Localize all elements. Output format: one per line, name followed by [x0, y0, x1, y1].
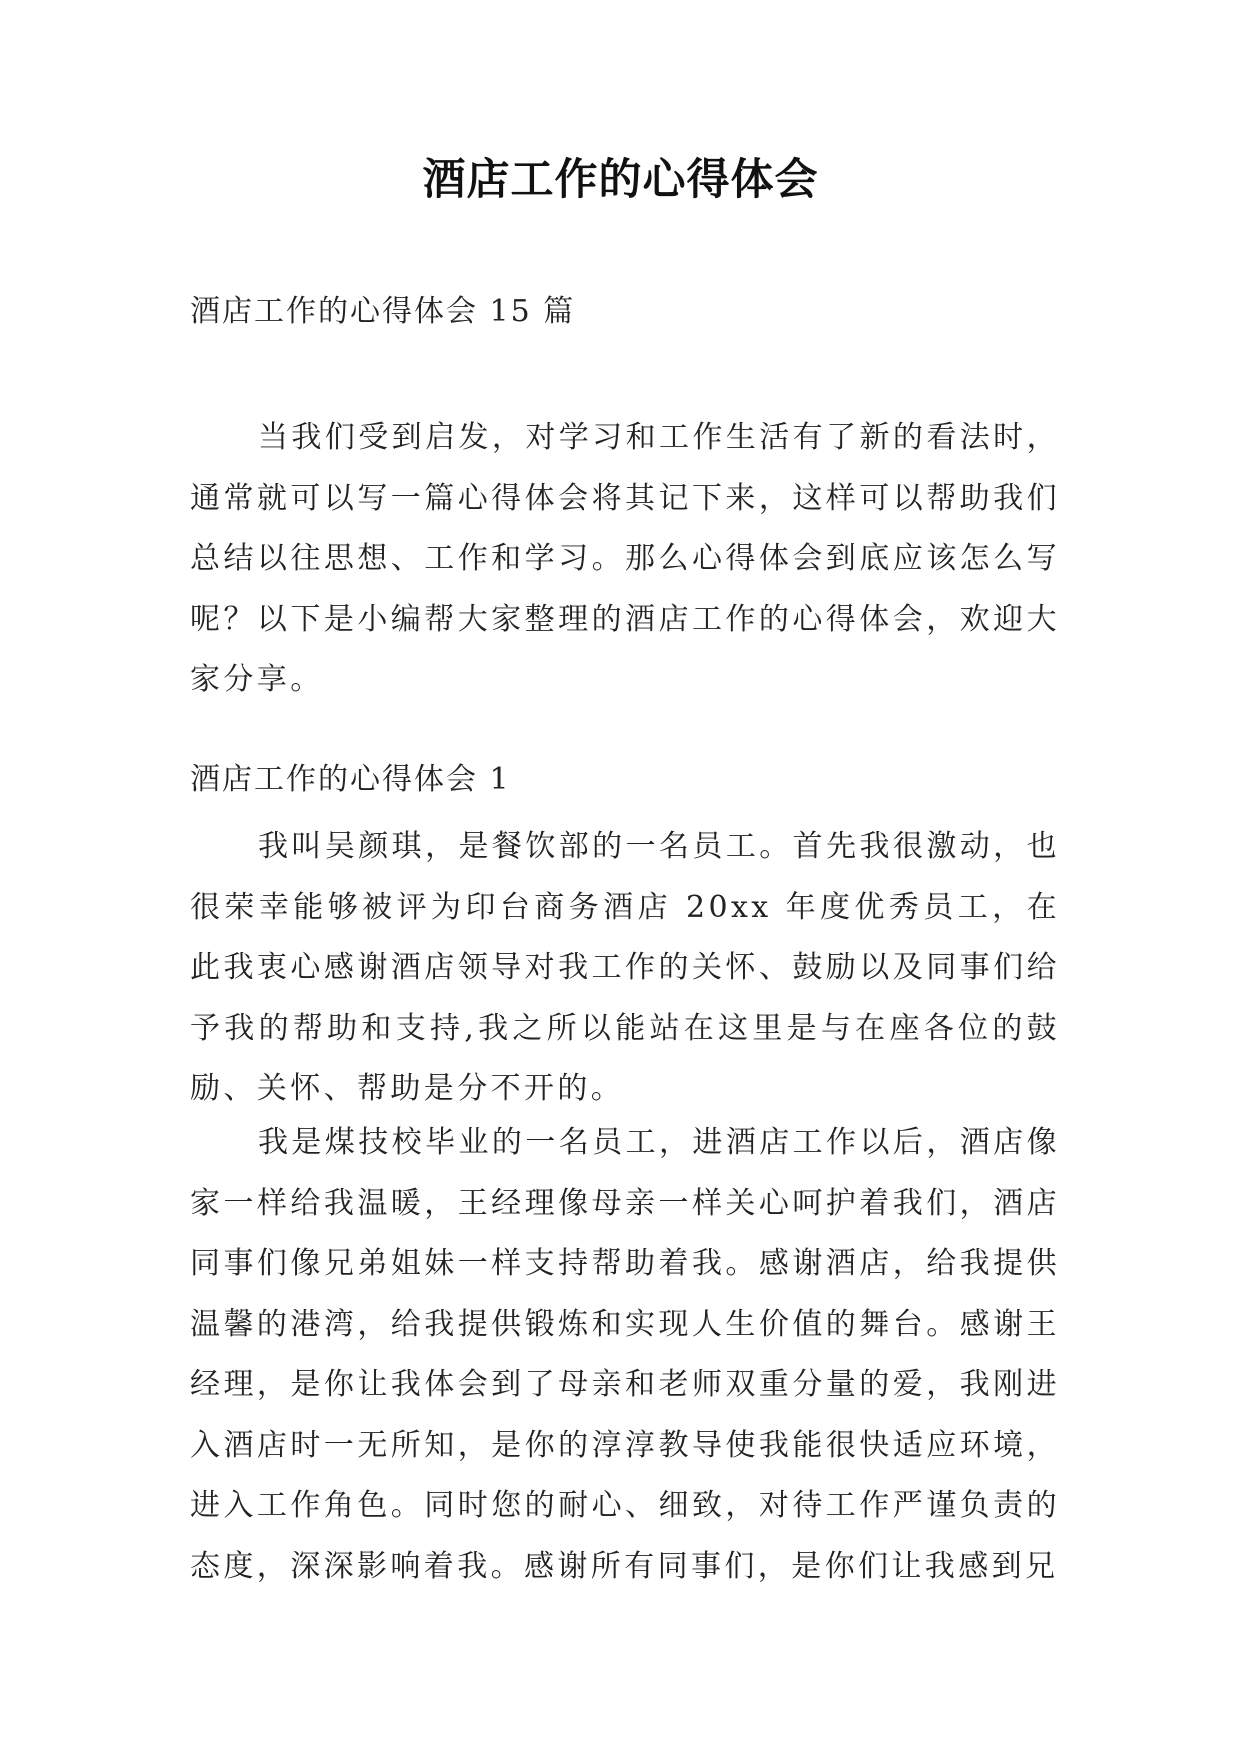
body-paragraph-1: 我叫吴颜琪，是餐饮部的一名员工。首先我很激动，也很荣幸能够被评为印台商务酒店 20xx 年度优秀员工，在此我衷心感谢酒店领导对我工作的关怀、鼓励以及同事们给予我的帮助和支持,我之所以能站在这里是与在座各位的鼓励、关怀、帮助是分不开的。: [190, 829, 1060, 1106]
document-subtitle: 酒店工作的心得体会 15 篇: [190, 294, 576, 329]
body-paragraph-2: 我是煤技校毕业的一名员工，进酒店工作以后，酒店像家一样给我温暖，王经理像母亲一样关心呵护着我们，酒店同事们像兄弟姐妹一样支持帮助着我。感谢酒店，给我提供温馨的港湾，给我提供锻炼和实现人生价值的舞台。感谢王经理，是你让我体会到了母亲和老师双重分量的爱，我刚进入酒店时一无所知，是你的淳淳教导使我能很快适应环境，进入工作角色。同时您的耐心、细致，对待工作严谨负责的态度，深深影响着我。感谢所有同事们，是你们让我感到兄: [190, 1125, 1060, 1584]
intro-paragraph: 当我们受到启发，对学习和工作生活有了新的看法时，通常就可以写一篇心得体会将其记下来，这样可以帮助我们总结以往思想、工作和学习。那么心得体会到底应该怎么写呢？以下是小编帮大家整理的酒店工作的心得体会，欢迎大家分享。: [190, 420, 1060, 697]
document-title: 酒店工作的心得体会: [422, 155, 819, 205]
section-heading: 酒店工作的心得体会 1: [190, 762, 511, 797]
